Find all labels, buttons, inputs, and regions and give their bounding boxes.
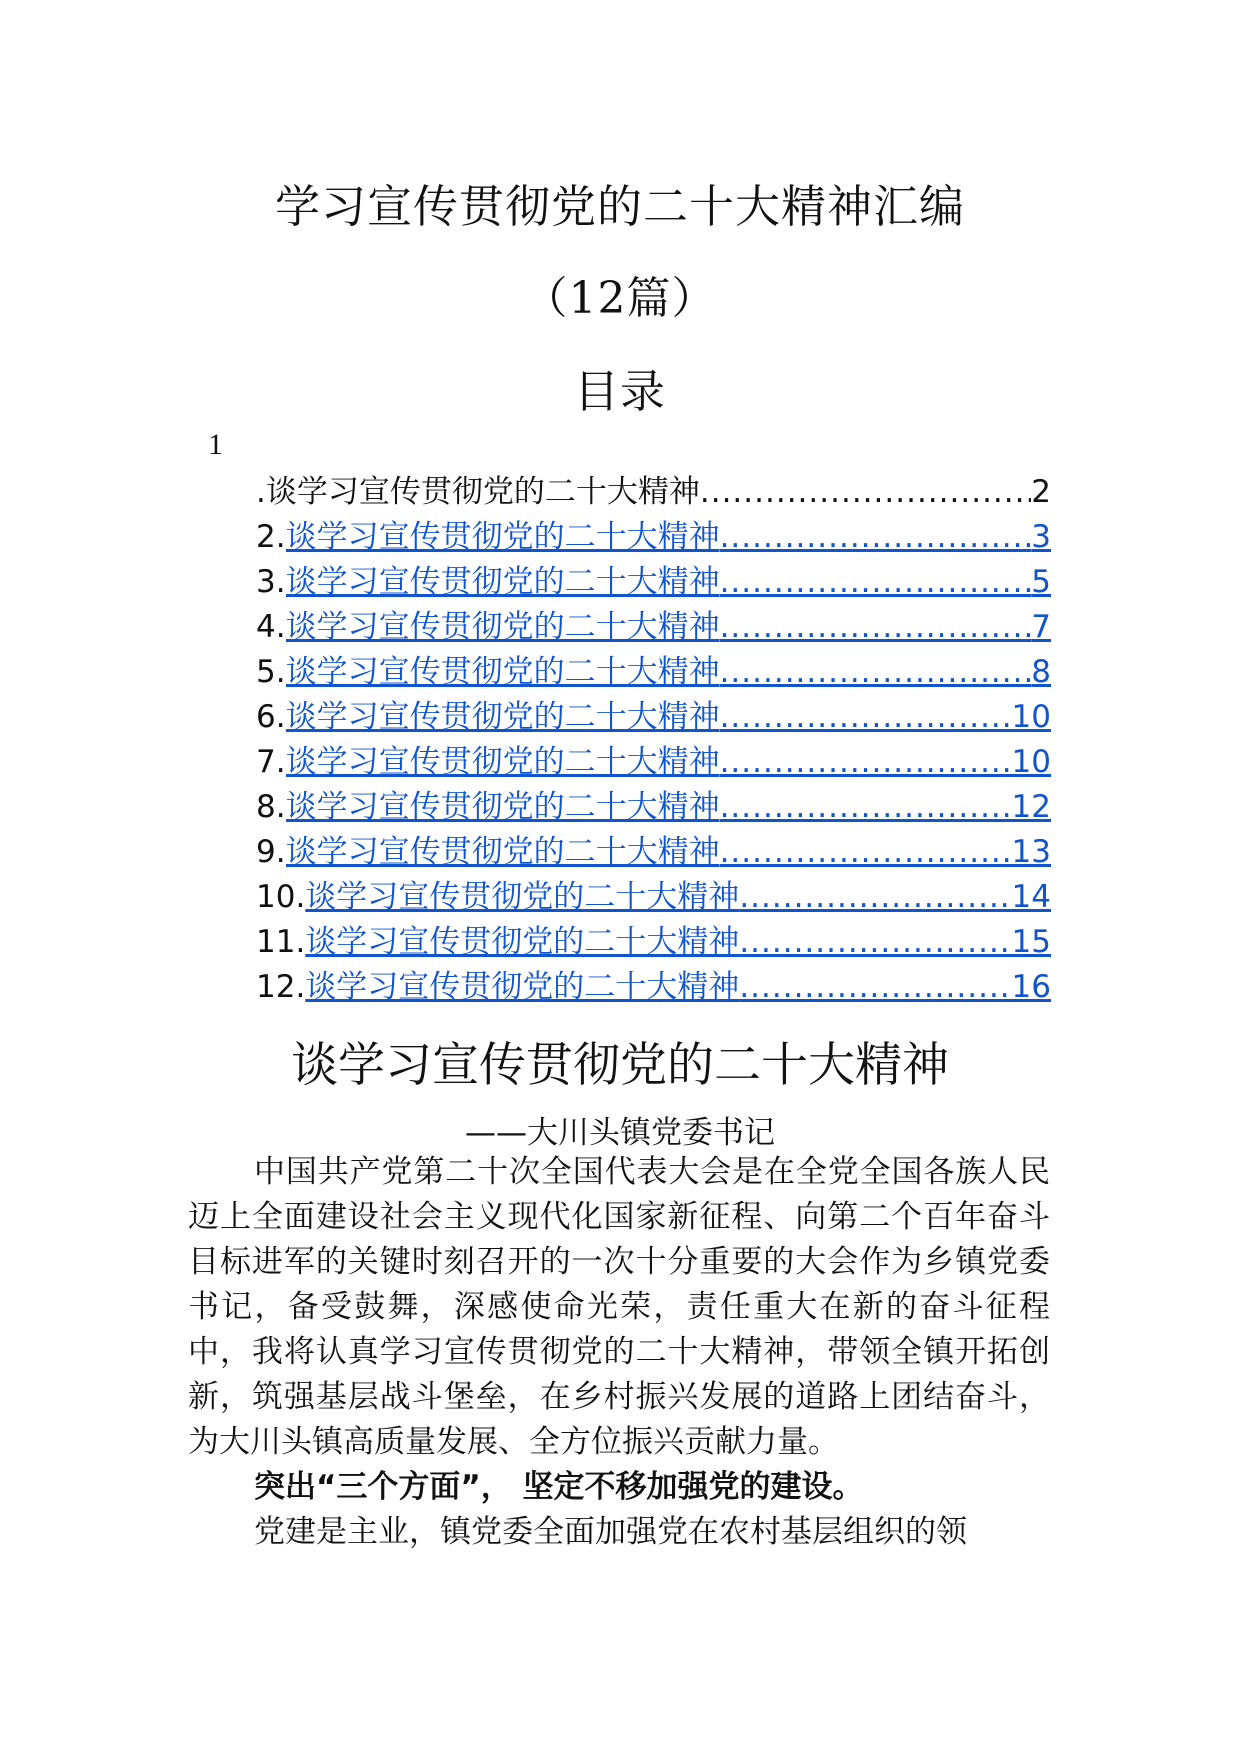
toc-entry-title: 谈学习宣传贯彻党的二十大精神	[285, 834, 720, 870]
table-of-contents	[256, 470, 1051, 1010]
toc-entry-title: 谈学习宣传贯彻党的二十大精神	[285, 564, 720, 600]
toc-entry-link[interactable]	[256, 470, 1051, 515]
toc-entry-title: 谈学习宣传贯彻党的二十大精神	[305, 969, 740, 1005]
toc-entry-title: 谈学习宣传贯彻党的二十大精神	[285, 744, 720, 780]
toc-entry-page: 10	[1011, 699, 1051, 735]
toc-entry-title: 谈学习宣传贯彻党的二十大精神	[285, 609, 720, 645]
toc-entry-page: 16	[1011, 969, 1051, 1005]
paragraph: 中国共产党第二十次全国代表大会是在全党全国各族人民迈上全面建设社会主义现代化国家新征程、向第二个百年奋斗目标进军的关键时刻召开的一次十分重要的大会作为乡镇党委书记，备受鼓舞，深感使命光荣，责任重大在新的奋斗征程中，我将认真学习宣传贯彻党的二十大精神，带领全镇开拓创新，筑强基层战斗堡垒，在乡村振兴发展的道路上团结奋斗，为大川头镇高质量发展、全方位振兴贡献力量。	[188, 1154, 1050, 1460]
section-heading: 突出“三个方面”， 坚定不移加强党的建设。	[254, 1469, 864, 1505]
toc-entry-link[interactable]	[286, 515, 1051, 560]
toc-entry-title: 谈学习宣传贯彻党的二十大精神	[285, 519, 720, 555]
toc-entry	[256, 470, 1051, 515]
toc-leader-dots	[720, 560, 1032, 605]
toc-entry-title: 谈学习宣传贯彻党的二十大精神	[285, 654, 720, 690]
toc-entry-number: 5.	[256, 654, 286, 690]
toc-leader-dots	[720, 650, 1032, 695]
toc-entry-number: 3.	[256, 564, 286, 600]
toc-leader-dots	[720, 605, 1032, 650]
toc-entry-link[interactable]	[305, 920, 1051, 965]
toc-entry-page: 15	[1011, 924, 1051, 960]
toc-entry-link[interactable]	[286, 830, 1051, 875]
toc-entry	[256, 875, 1051, 920]
toc-entry-title: 谈学习宣传贯彻党的二十大精神	[285, 789, 720, 825]
toc-entry-link[interactable]	[286, 785, 1051, 830]
toc-entry-number: 11.	[256, 924, 306, 960]
toc-leader-dots	[739, 875, 1011, 920]
toc-entry-title: .谈学习宣传贯彻党的二十大精神	[256, 474, 700, 510]
toc-entry-page: 10	[1011, 744, 1051, 780]
toc-entry-number: 4.	[256, 609, 286, 645]
toc-entry-page: 5	[1031, 564, 1051, 600]
toc-entry-number: 10.	[256, 879, 306, 915]
toc-entry	[256, 830, 1051, 875]
toc-entry-title: 谈学习宣传贯彻党的二十大精神	[285, 699, 720, 735]
toc-entry	[256, 560, 1051, 605]
toc-entry	[256, 920, 1051, 965]
toc-leader-dots	[720, 785, 1012, 830]
article-title: 谈学习宣传贯彻党的二十大精神	[291, 1038, 949, 1093]
toc-entry	[256, 695, 1051, 740]
toc-entry-page: 8	[1031, 654, 1051, 690]
toc-leader-dots	[739, 920, 1011, 965]
toc-entry-page: 2	[1031, 474, 1051, 510]
toc-leader-dots	[720, 695, 1012, 740]
toc-entry-link[interactable]	[286, 560, 1051, 605]
toc-entry-page: 12	[1011, 789, 1051, 825]
toc-entry-number: 7.	[256, 744, 286, 780]
toc-entry-link[interactable]	[286, 740, 1051, 785]
toc-leader-dots	[720, 515, 1032, 560]
stray-number: 1	[208, 428, 223, 461]
toc-entry	[256, 605, 1051, 650]
toc-entry-link[interactable]	[305, 875, 1051, 920]
toc-entry-number: 12.	[256, 969, 306, 1005]
paragraph: 党建是主业，镇党委全面加强党在农村基层组织的领	[254, 1514, 967, 1550]
toc-entry	[256, 650, 1051, 695]
document-subtitle: （12篇）	[523, 273, 717, 324]
article-byline: ——大川头镇党委书记	[465, 1115, 775, 1151]
toc-entry-number: 6.	[256, 699, 286, 735]
toc-entry-title: 谈学习宣传贯彻党的二十大精神	[305, 924, 740, 960]
toc-entry	[256, 740, 1051, 785]
toc-entry-number: 8.	[256, 789, 286, 825]
article-body	[188, 1150, 1050, 1555]
toc-entry	[256, 965, 1051, 1010]
toc-entry	[256, 515, 1051, 560]
toc-leader-dots	[720, 830, 1012, 875]
toc-entry-link[interactable]	[305, 965, 1051, 1010]
toc-entry-number: 9.	[256, 834, 286, 870]
toc-entry-page: 3	[1031, 519, 1051, 555]
toc-entry-title: 谈学习宣传贯彻党的二十大精神	[305, 879, 740, 915]
toc-leader-dots	[739, 965, 1011, 1010]
toc-entry-link[interactable]	[286, 605, 1051, 650]
toc-entry-link[interactable]	[286, 695, 1051, 740]
toc-entry-link[interactable]	[286, 650, 1051, 695]
toc-entry	[256, 785, 1051, 830]
toc-entry-page: 14	[1011, 879, 1051, 915]
document-title: 学习宣传贯彻党的二十大精神汇编	[274, 180, 965, 233]
toc-entry-page: 7	[1031, 609, 1051, 645]
toc-entry-number: 2.	[256, 519, 286, 555]
toc-entry-page: 13	[1011, 834, 1051, 870]
toc-leader-dots	[700, 470, 1031, 515]
toc-leader-dots	[720, 740, 1012, 785]
toc-heading: 目录	[573, 365, 666, 418]
